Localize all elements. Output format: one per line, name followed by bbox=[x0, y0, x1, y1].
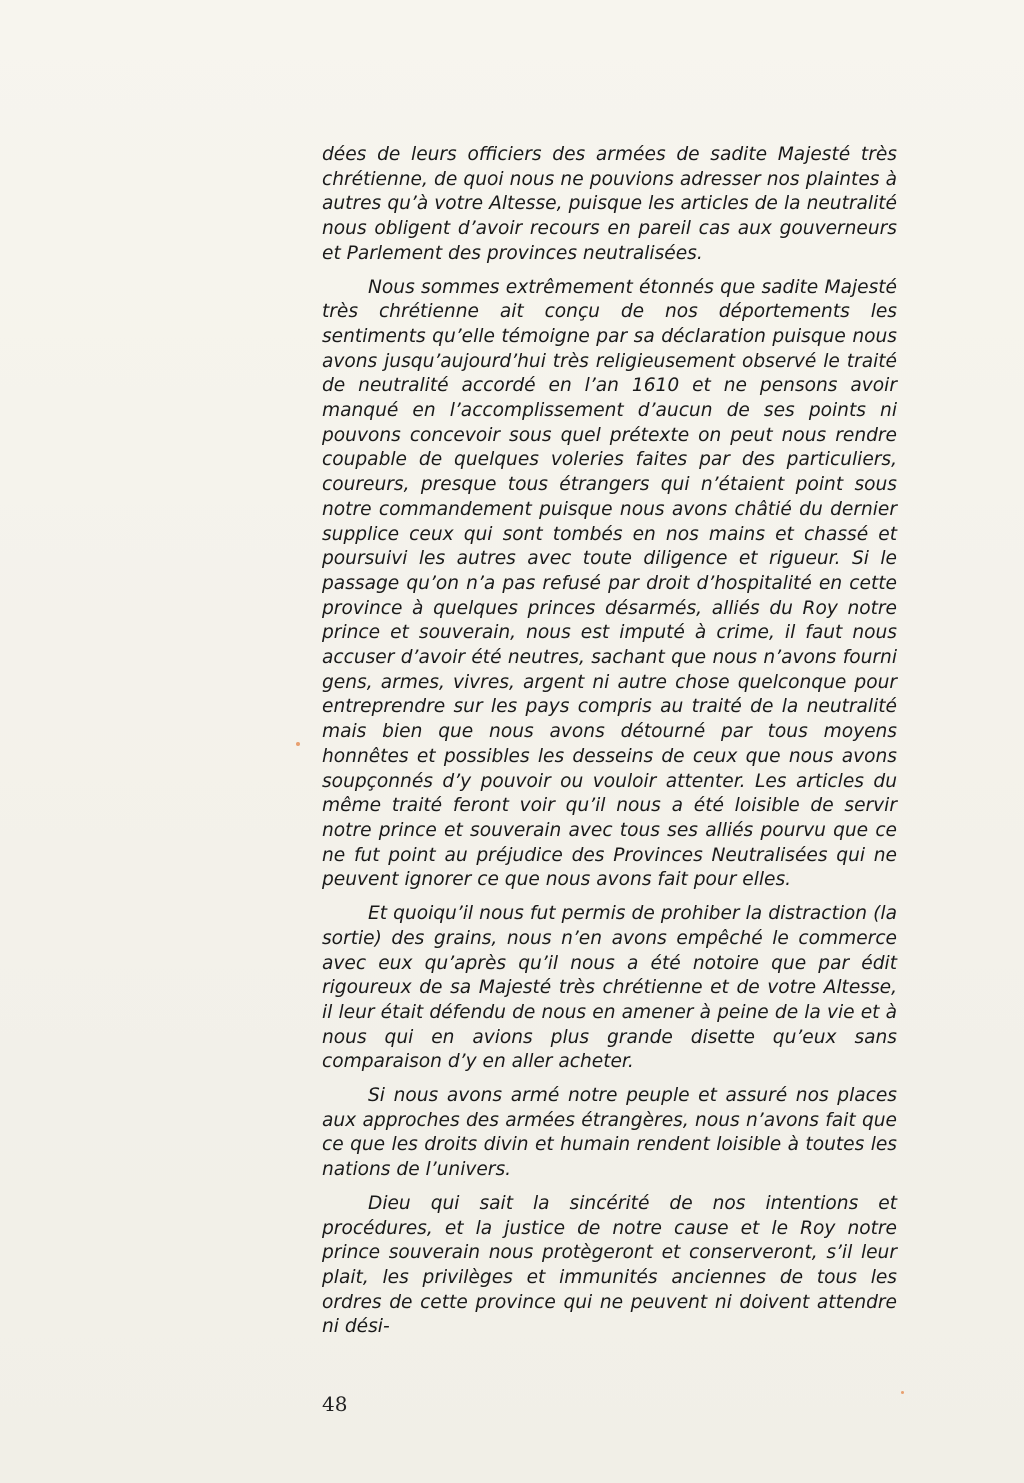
body-text bbox=[322, 143, 897, 1349]
paragraph-2: Nous sommes extrêmement étonnés que sadite Majesté très chrétienne ait conçu de nos déportements les sentiments qu’elle témoigne par sa déclaration puisque nous avons jusqu’aujourd’hui très religieusement observé le traité de neutralité accordé en l’an 1610 et ne pensons avoir manqué en l’accomplissement d’aucun de ses points ni pouvons concevoir sous quel prétexte on peut nous rendre coupable de quelques voleries faites par des particuliers, coureurs, presque tous étrangers qui n’étaient point sous notre commandement puisque nous avons châtié du dernier supplice ceux qui sont tombés en nos mains et chassé et poursuivi les autres avec toute diligence et rigueur. Si le passage qu’on n’a pas refusé par droit d’hospitalité en cette province à quelques princes désarmés, alliés du Roy notre prince et souverain, nous est imputé à crime, il faut nous accuser d’avoir été neutres, sachant que nous n’avons fourni gens, armes, vivres, argent ni autre chose quelconque pour entreprendre sur les pays compris au traité de la neutralité mais bien que nous avons détourné par tous moyens honnêtes et possibles les desseins de ceux que nous avons soupçonnés d’y pouvoir ou vouloir attenter. Les articles du même traité feront voir qu’il nous a été loisible de servir notre prince et souverain avec tous ses alliés pourvu que ce ne fut point au préjudice des Provinces Neutralisées qui ne peuvent ignorer ce que nous avons fait pour elles. bbox=[322, 276, 897, 891]
paragraph-3: Et quoiqu’il nous fut permis de prohiber la distraction (la sortie) des grains, nous n’en avons empêché le commerce avec eux qu’après qu’il nous a été notoire que par édit rigoureux de sa Majesté très chrétienne et de votre Altesse, il leur était défendu de nous en amener à peine de la vie et à nous qui en avions plus grande disette qu’eux sans comparaison d’y en aller acheter. bbox=[322, 903, 897, 1073]
paragraph-1: dées de leurs officiers des armées de sadite Majesté très chrétienne, de quoi nous ne pouvions adresser nos plaintes à autres qu’à votre Altesse, puisque les articles de la neutralité nous obligent d’avoir recours en pareil cas aux gouverneurs et Parlement des provinces neutralisées. bbox=[322, 144, 897, 264]
paper-speck bbox=[901, 1391, 904, 1394]
paper-speck bbox=[296, 742, 300, 746]
paragraph-4: Si nous avons armé notre peuple et assuré nos places aux approches des armées étrangères, nous n’avons fait que ce que les droits divin et humain rendent loisible à toutes les nations de l’univers. bbox=[322, 1085, 897, 1181]
page-number: 48 bbox=[322, 1392, 348, 1416]
paragraph-5: Dieu qui sait la sincérité de nos intentions et procédures, et la justice de notre cause et le Roy notre prince souverain nous protègeront et conserveront, s’il leur plait, les privilèges et immunités anciennes de tous les ordres de cette province qui ne peuvent ni doivent attendre ni dési- bbox=[322, 1192, 897, 1338]
